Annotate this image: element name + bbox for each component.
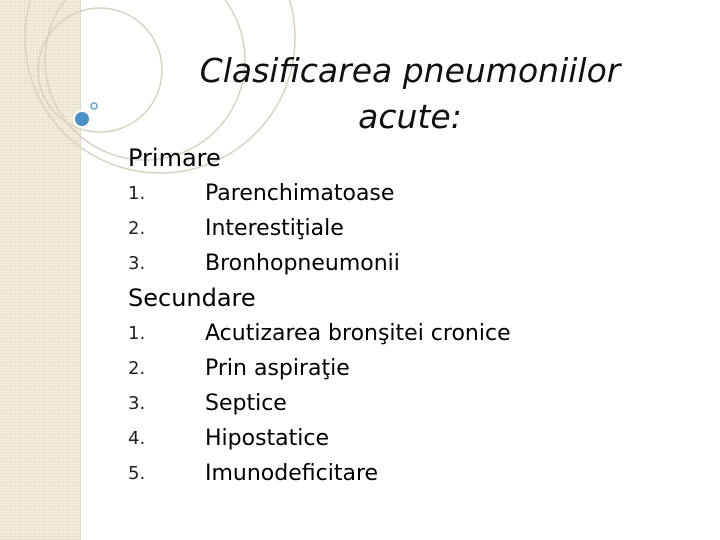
section-heading-primare: Primare [128, 144, 221, 172]
list-item [128, 421, 708, 456]
item-label: Imunodeficitare [205, 461, 379, 486]
item-label: Prin aspiraţie [205, 356, 350, 381]
list-item [128, 211, 708, 246]
item-label: Parenchimatoase [205, 181, 395, 206]
left-texture-band [0, 0, 81, 540]
list-item [128, 351, 708, 386]
section-heading-secundare: Secundare [128, 284, 256, 312]
item-label: Acutizarea bronşitei cronice [205, 321, 511, 346]
list-item [128, 386, 708, 421]
item-label: Hipostatice [205, 426, 330, 451]
list-item [128, 316, 708, 351]
item-number: 5. [128, 463, 146, 484]
item-number: 1. [128, 323, 146, 344]
title-line-1: Clasificarea pneumoniilor [199, 51, 621, 90]
list-item [128, 176, 708, 211]
item-number: 1. [128, 183, 146, 204]
item-label: Bronhopneumonii [205, 251, 400, 276]
item-number: 4. [128, 428, 146, 449]
list-item [128, 246, 708, 281]
item-label: Interestiţiale [205, 216, 344, 241]
item-number: 3. [128, 253, 146, 274]
list-item [128, 456, 708, 491]
classification-list [128, 141, 708, 491]
item-number: 2. [128, 218, 146, 239]
item-number: 3. [128, 393, 146, 414]
title-line-2: acute: [358, 97, 462, 136]
item-number: 2. [128, 358, 146, 379]
small-ring-icon [91, 103, 97, 109]
slide-title [150, 48, 670, 140]
item-label: Septice [205, 391, 287, 416]
